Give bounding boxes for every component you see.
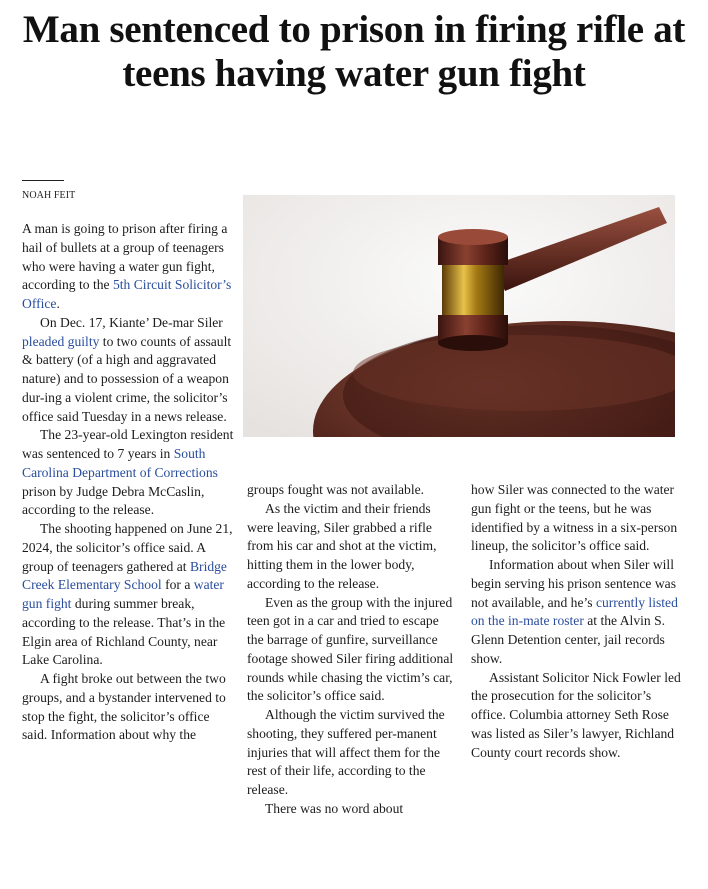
paragraph: Even as the group with the injured teen got in a car and tried to escape the barrage of gunfire, surveillance footage showed Siler firing additional rounds while chasing the victim’s car, the solicitor’s office said. bbox=[247, 594, 454, 704]
byline[interactable]: NOAH FEIT bbox=[22, 190, 76, 201]
text: for a bbox=[161, 577, 194, 593]
paragraph bbox=[471, 556, 683, 669]
link-sc-corrections[interactable]: South Carolina Department of Corrections bbox=[22, 446, 218, 480]
link-water-gun-fight[interactable]: water gun fight bbox=[22, 577, 224, 611]
paragraph: how Siler was connected to the water gun fight or the teens, but he was identified by a witness in a six-person lineup, the solicitor’s office said. bbox=[471, 482, 678, 554]
paragraph bbox=[22, 220, 234, 314]
text: The 23-year-old Lexington resident was sentenced to 7 years in bbox=[22, 427, 234, 461]
paragraph: There was no word about bbox=[265, 800, 404, 816]
text: . bbox=[56, 296, 60, 311]
gavel-image bbox=[243, 195, 675, 437]
paragraph: A fight broke out between the two groups, and a bystander intervened to stop the fight, the solicitor’s office said. Information about why the bbox=[22, 671, 226, 743]
column-2 bbox=[247, 481, 457, 819]
paragraph: Although the victim survived the shooting, they suffered per-manent injuries that will affect them for the rest of their life, according to the release. bbox=[247, 707, 445, 797]
text: at the Alvin S. Glenn Detention center, jail records show. bbox=[471, 613, 666, 666]
paragraph: Assistant Solicitor Nick Fowler led the prosecution for the solicitor’s office. Columbia attorney Seth Rose was listed as Siler’s lawyer, Richland County court records show. bbox=[471, 669, 681, 760]
text: Information about when Siler will begin serving his prison sentence was not available, and he’s bbox=[471, 557, 676, 610]
text: The shooting happened on June 21, 2024, the solicitor’s office said. A group of teenagers gathered at bbox=[22, 521, 233, 574]
text: prison by Judge Debra McCaslin, according to the release. bbox=[22, 483, 205, 518]
paragraph bbox=[22, 426, 234, 520]
paragraph: As the victim and their friends were leaving, Siler grabbed a rifle from his car and shot at the victim, hitting them in the lower body, according to the release. bbox=[247, 500, 437, 591]
text: A man is going to prison after firing a hail of bullets at a group of teenagers who were having a water gun fight, according to the bbox=[22, 221, 228, 293]
column-3 bbox=[471, 481, 683, 762]
link-bridge-creek[interactable]: Bridge Creek Elementary School bbox=[22, 558, 227, 593]
paragraph bbox=[22, 314, 234, 427]
column-1 bbox=[22, 220, 234, 745]
link-pleaded-guilty[interactable]: pleaded guilty bbox=[22, 333, 100, 349]
headline: Man sentenced to prison in firing rifle at teens having water gun fight bbox=[22, 8, 686, 95]
gavel-icon bbox=[243, 195, 675, 437]
byline-rule bbox=[22, 180, 64, 181]
link-inmate-roster[interactable]: currently listed on the in-mate roster bbox=[471, 594, 678, 629]
text: On Dec. 17, Kiante’ De-mar Siler bbox=[40, 314, 223, 330]
text: to two counts of assault & battery (of a high and aggravated nature) and to possession of a weapon dur-ing a violent crime, the solicitor’s office said Tuesday in a news release. bbox=[22, 333, 232, 424]
paragraph: groups fought was not available. bbox=[247, 482, 425, 497]
paragraph bbox=[22, 520, 234, 670]
link-solicitor-office[interactable]: 5th Circuit Solicitor’s Office bbox=[22, 277, 232, 311]
text: during summer break, according to the release. That’s in the Elgin area of Richland County, near Lake Carolina. bbox=[22, 596, 226, 668]
